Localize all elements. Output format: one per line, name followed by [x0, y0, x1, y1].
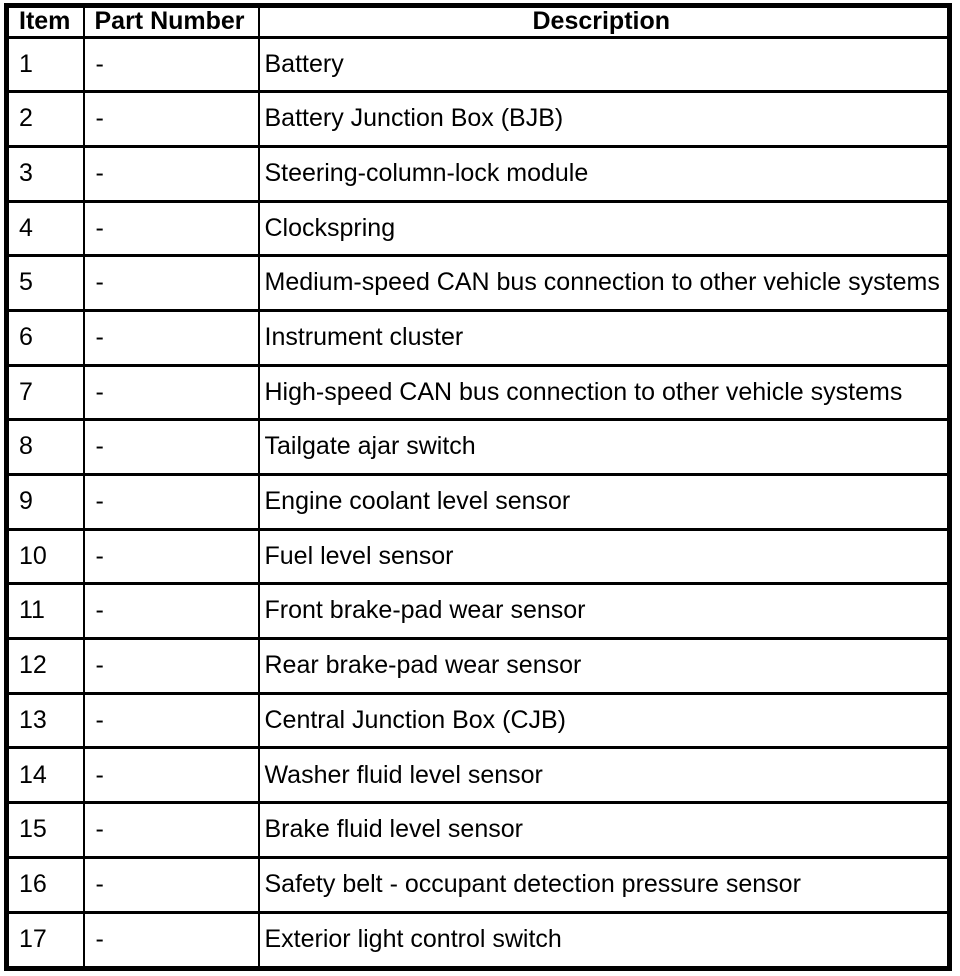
item-cell: 8	[7, 420, 84, 475]
parts-table-header	[7, 6, 950, 38]
header-row	[7, 6, 950, 38]
part-number-cell: -	[84, 475, 259, 530]
description-cell: Battery Junction Box (BJB)	[259, 92, 950, 147]
table-row	[7, 584, 950, 639]
item-cell: 10	[7, 529, 84, 584]
part-number-cell: -	[84, 529, 259, 584]
part-number-cell: -	[84, 857, 259, 912]
part-number-cell: -	[84, 365, 259, 420]
item-cell: 12	[7, 639, 84, 694]
part-number-cell: -	[84, 693, 259, 748]
part-number-cell: -	[84, 803, 259, 858]
item-cell: 14	[7, 748, 84, 803]
table-row	[7, 912, 950, 969]
item-cell: 15	[7, 803, 84, 858]
table-row	[7, 92, 950, 147]
table-row	[7, 748, 950, 803]
table-row	[7, 37, 950, 92]
table-row	[7, 256, 950, 311]
description-cell: Washer fluid level sensor	[259, 748, 950, 803]
description-cell: Safety belt - occupant detection pressure sensor	[259, 857, 950, 912]
part-number-cell: -	[84, 584, 259, 639]
table-row	[7, 693, 950, 748]
part-number-cell: -	[84, 37, 259, 92]
item-cell: 3	[7, 146, 84, 201]
part-number-cell: -	[84, 201, 259, 256]
table-row	[7, 310, 950, 365]
col-header-item: Item	[7, 6, 84, 38]
item-cell: 11	[7, 584, 84, 639]
parts-table-body	[7, 37, 950, 969]
item-cell: 16	[7, 857, 84, 912]
table-row	[7, 857, 950, 912]
part-number-cell: -	[84, 912, 259, 969]
part-number-cell: -	[84, 92, 259, 147]
description-cell: Front brake-pad wear sensor	[259, 584, 950, 639]
item-cell: 2	[7, 92, 84, 147]
description-cell: High-speed CAN bus connection to other vehicle systems	[259, 365, 950, 420]
part-number-cell: -	[84, 639, 259, 694]
description-cell: Clockspring	[259, 201, 950, 256]
item-cell: 17	[7, 912, 84, 969]
part-number-cell: -	[84, 310, 259, 365]
item-cell: 1	[7, 37, 84, 92]
item-cell: 13	[7, 693, 84, 748]
table-row	[7, 146, 950, 201]
table-row	[7, 420, 950, 475]
part-number-cell: -	[84, 420, 259, 475]
description-cell: Engine coolant level sensor	[259, 475, 950, 530]
parts-table	[4, 3, 952, 971]
description-cell: Steering-column-lock module	[259, 146, 950, 201]
table-row	[7, 201, 950, 256]
part-number-cell: -	[84, 748, 259, 803]
table-row	[7, 639, 950, 694]
description-cell: Exterior light control switch	[259, 912, 950, 969]
part-number-cell: -	[84, 146, 259, 201]
description-cell: Fuel level sensor	[259, 529, 950, 584]
description-cell: Brake fluid level sensor	[259, 803, 950, 858]
description-cell: Instrument cluster	[259, 310, 950, 365]
part-number-cell: -	[84, 256, 259, 311]
item-cell: 7	[7, 365, 84, 420]
table-row	[7, 803, 950, 858]
col-header-description: Description	[259, 6, 950, 38]
item-cell: 6	[7, 310, 84, 365]
table-row	[7, 529, 950, 584]
col-header-part-number: Part Number	[84, 6, 259, 38]
description-cell: Medium-speed CAN bus connection to other vehicle systems	[259, 256, 950, 311]
description-cell: Tailgate ajar switch	[259, 420, 950, 475]
description-cell: Rear brake-pad wear sensor	[259, 639, 950, 694]
item-cell: 5	[7, 256, 84, 311]
description-cell: Central Junction Box (CJB)	[259, 693, 950, 748]
item-cell: 9	[7, 475, 84, 530]
table-row	[7, 475, 950, 530]
description-cell: Battery	[259, 37, 950, 92]
item-cell: 4	[7, 201, 84, 256]
table-row	[7, 365, 950, 420]
